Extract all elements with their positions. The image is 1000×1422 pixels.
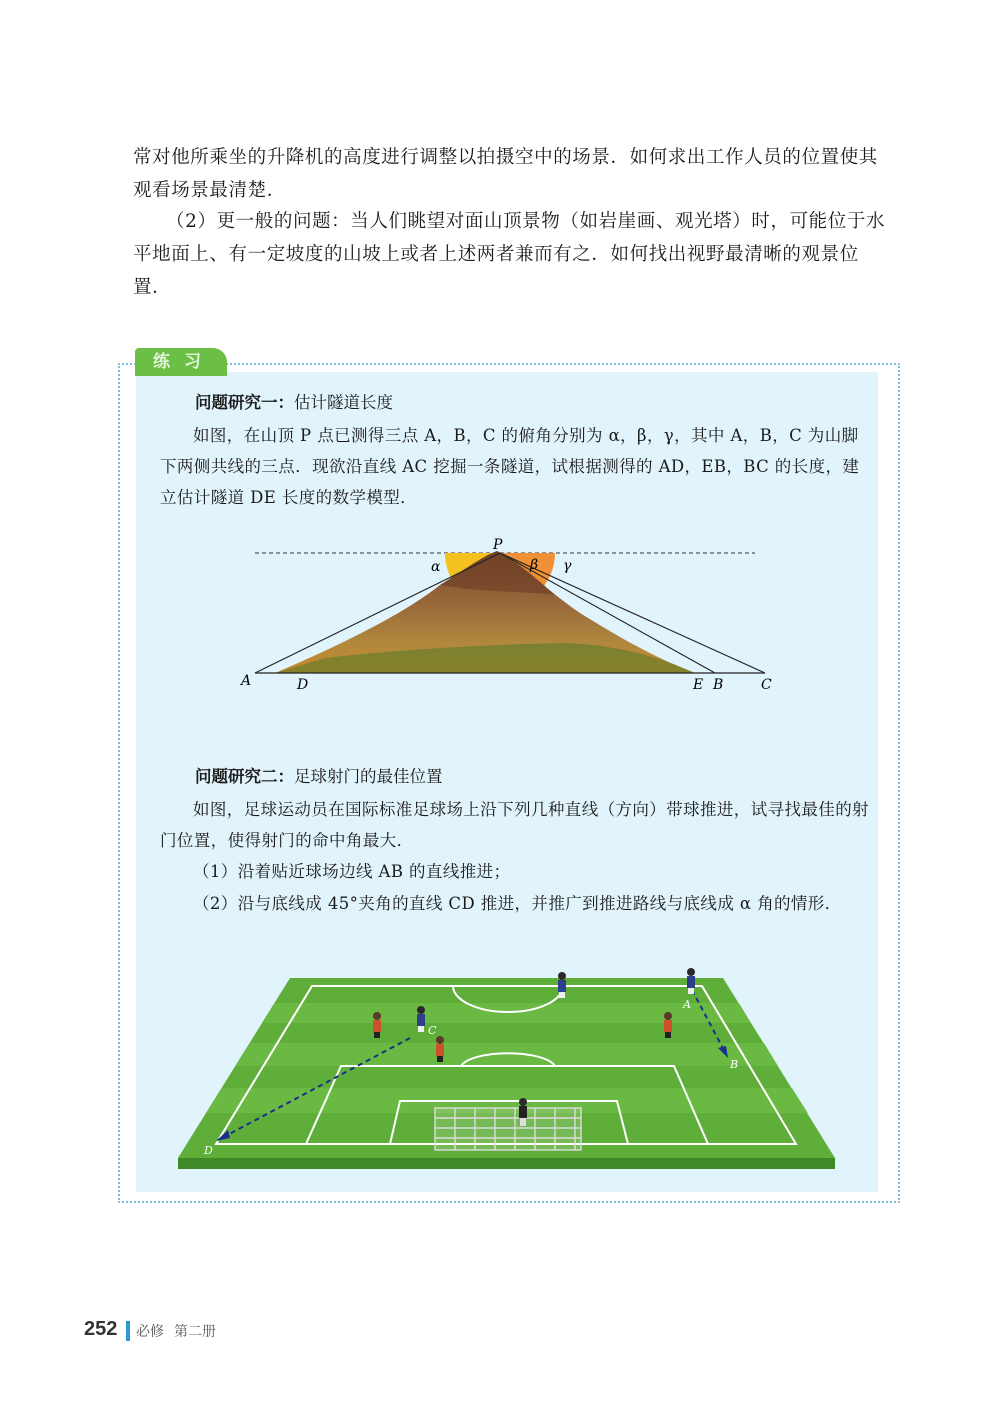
problem2-body <box>160 794 872 856</box>
problem1-heading <box>195 390 393 416</box>
problem2-item2 <box>160 888 872 919</box>
problem1-body <box>160 420 872 513</box>
field-edge <box>178 1158 835 1169</box>
intro-paragraph-2 <box>133 205 893 304</box>
label-A: A <box>241 673 252 689</box>
label-beta: β <box>530 557 539 573</box>
intro-paragraph-1: 常对他所乘坐的升降机的高度进行调整以拍摄空中的场景．如何求出工作人员的位置使其观看场景最清楚． <box>133 147 878 201</box>
goal-net <box>435 1108 581 1150</box>
label-B: B <box>713 677 724 693</box>
label-C: C <box>761 677 772 693</box>
field-label-C: C <box>428 1024 437 1037</box>
problem2-item2-text: （2）沿与底线成 45°夹角的直线 CD 推进，并推广到推进路线与底线成 α 角的情形． <box>193 894 842 913</box>
footer-volume: 第二册 <box>174 1324 216 1340</box>
footer-book: 必修 <box>136 1324 164 1340</box>
grass-stripe <box>236 1043 778 1066</box>
page-number: 252 <box>84 1318 118 1340</box>
label-gamma: γ <box>563 558 572 574</box>
problem2-item1 <box>160 856 872 887</box>
problem2-heading-label: 问题研究二： <box>195 767 294 786</box>
problem2-heading <box>195 764 443 790</box>
footer-divider <box>126 1321 130 1341</box>
field-label-A: A <box>683 998 691 1011</box>
mountain-figure <box>235 533 775 695</box>
label-alpha: α <box>431 559 441 575</box>
field-label-D: D <box>204 1144 213 1157</box>
intro-paragraph-2-text: （2）更一般的问题：当人们眺望对面山顶景物（如岩崖画、观光塔）时，可能位于水平地面上、有一定坡度的山坡上或者上述两者兼而有之．如何找出视野最清晰的观景位置． <box>133 211 886 298</box>
label-P: P <box>493 537 503 553</box>
footer-book-info <box>136 1321 216 1341</box>
problem1-heading-label: 问题研究一： <box>195 393 294 412</box>
label-E: E <box>693 677 704 693</box>
problem1-body-text: 如图，在山顶 P 点已测得三点 A，B，C 的俯角分别为 α，β，γ，其中 A，B，C 为山脚下两侧共线的三点．现欲沿直线 AC 挖掘一条隧道，试根据测得的 AD，EB，BC 的长度，建立估计隧道 DE 长度的数学模型． <box>160 426 860 507</box>
label-D: D <box>297 677 309 693</box>
problem2-body-text: 如图，足球运动员在国际标准足球场上沿下列几种直线（方向）带球推进，试寻找最佳的射门位置，使得射门的命中角最大． <box>160 800 869 850</box>
grass-stripe <box>263 1003 751 1023</box>
field-label-B: B <box>730 1058 739 1071</box>
exercise-tab: 练习 <box>135 348 227 376</box>
problem1-title: 估计隧道长度 <box>294 393 393 412</box>
soccer-field-figure <box>178 968 835 1173</box>
problem2-item1-text: （1）沿着贴近球场边线 AB 的直线推进； <box>193 862 511 881</box>
problem2-title: 足球射门的最佳位置 <box>294 767 443 786</box>
